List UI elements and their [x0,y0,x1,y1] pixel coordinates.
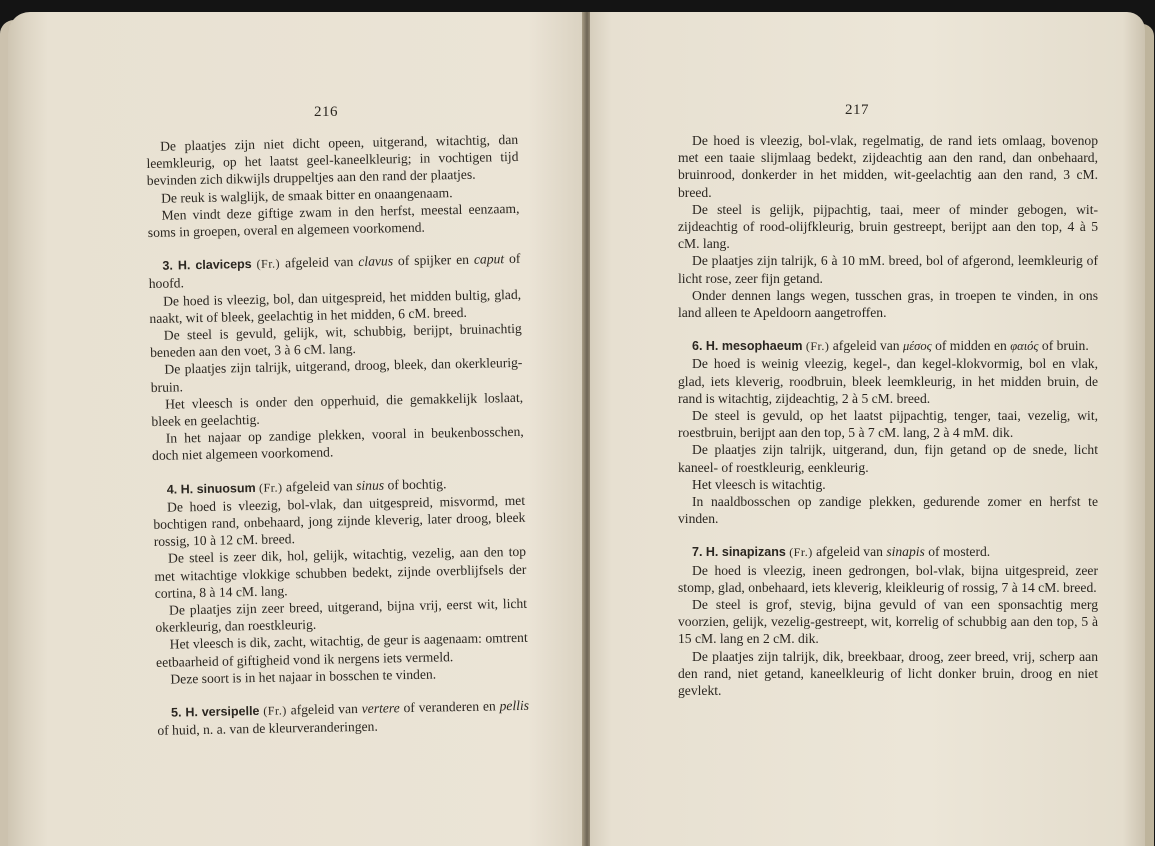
paragraph: Het vleesch is dik, zacht, witachtig, de geur is aagenaam: omtrent eetbaarheid of giftigheid vond ik nergens iets vermeld. [155,630,528,670]
etymology-word: vertere [361,700,400,717]
species-author: (Fr.) [258,480,283,495]
etymology-text: of huid, n. a. van de kleurveranderingen. [157,718,378,739]
paragraph: De hoed is vleezig, ineen gedrongen, bol-vlak, bijna uitgespreid, zeer stomp, glad, onbehaard, iets kleverig, kleikleurig of rossig, 7 à 14 cM. breed. [678,562,1098,595]
species-name: 4. H. sinuosum [166,480,256,497]
paragraph: Het vleesch is onder den opperhuid, die gemakkelijk loslaat, bleek en geelachtig. [151,389,524,429]
species-name: 3. H. claviceps [162,257,252,273]
paragraph: De hoed is weinig vleezig, kegel-, dan kegel-klokvormig, bol en vlak, glad, iets kleverig, roodbruin, bleek leemkleurig, in het midden bruin, de rand is witachtig, zijdeachtig, 2 à 5 cM. breed. [678,356,1098,406]
paragraph: Het vleesch is witachtig. [692,476,826,492]
etymology-text: afgeleid van [285,477,353,495]
paragraph: De steel is zeer dik, hol, gelijk, witachtig, vezelig, aan den top met witachtige vlokkige schubben bedekt, zijnde overblijfsels der cortina, 8 à 14 cM. lang. [154,544,527,601]
etymology-word: μέσος [902,339,932,354]
page-number: 217 [845,102,869,118]
etymology-text: of mosterd. [928,544,991,560]
species-author: (Fr.) [256,256,281,272]
etymology-text: of bochtig. [387,475,447,493]
etymology-text: of hoofd. [148,251,521,292]
paragraph: De hoed is vleezig, bol, dan uitgespreid, het midden bultig, glad, naakt, wit of bleek, geelachtig in het midden, 6 cM. breed. [149,286,522,326]
paragraph: De steel is gelijk, pijpachtig, taai, meer of minder gebogen, wit-zijdeachtig of rood-olijfkleurig, bruin gestreept, berijpt aan den top, 4 à 5 cM. lang. [678,201,1098,252]
paragraph: De steel is gevuld, gelijk, wit, schubbig, berijpt, bruinachtig beneden aan den voet, 3 à 6 cM. lang. [149,320,522,361]
etymology-text: afgeleid van [290,701,358,718]
etymology-text: of midden en [935,338,1007,354]
etymology-text: afgeleid van [284,254,354,271]
species-name: 6. H. mesophaeum [692,339,803,354]
paragraph: Onder dennen langs wegen, tusschen gras, in troepen te vinden, in ons land alleen te Apeldoorn aangetroffen. [678,287,1098,321]
paragraph: De plaatjes zijn talrijk, dik, breekbaar, droog, zeer breed, vrij, scherp aan den rand, niet getand, kaneelkleurig of licht donker bruin, droog en niet gevlekt. [678,648,1098,699]
paragraph: De plaatjes zijn niet dicht opeen, uitgerand, witachtig, dan leemkleurig, op het laatst geel-kaneelkleurig; in vochtigen tijd bevinden zich dikwijls druppeltjes aan den rand der plaatjes. [146,131,519,189]
species-name: 7. H. sinapizans [692,545,786,560]
left-page [8,12,586,846]
etymology-text: of spijker en [397,252,470,269]
paragraph: De hoed is vleezig, bol-vlak, regelmatig, de rand iets omlaag, bovenop met een taaie slijmlaag bedekt, zijdeachtig aan den rand, dan onbehaard, bruinrood, donkerder in het midden, wit-geelachtig aan den rand, 3 cM. breed. [678,133,1098,200]
paragraph: In het najaar op zandige plekken, vooral in beukenbosschen, doch niet algemeen voorkomend. [151,424,524,464]
etymology-text: afgeleid van [816,544,883,560]
etymology-word: φαιός [1010,339,1039,354]
paragraph: Men vindt deze giftige zwam in den herfst, meestal eenzaam, soms in groepen, overal en algemeen voorkomend. [147,200,520,240]
species-heading-line [157,697,530,740]
etymology-text: of bruin. [1041,338,1089,354]
paragraph: De reuk is walglijk, de smaak bitter en onaangenaam. [161,184,453,206]
right-page [590,12,1145,846]
species-author: (Fr.) [789,545,813,560]
species-author: (Fr.) [805,339,830,354]
etymology-text: of veranderen en [403,698,496,716]
etymology-word: caput [473,251,505,267]
page-number: 216 [314,104,338,120]
paragraph: De hoed is vleezig, bol-vlak, dan uitgespreid, misvormd, met bochtigen rand, onbehaard, jong zijnde kleverig, later droog, bleek rossig, 10 à 12 cM. breed. [153,492,526,550]
paragraph: De steel is gevuld, op het laatst pijpachtig, tenger, taai, vezelig, wit, roestbruin, berijpt aan den top, 5 à 7 cM. lang, 2 à 4 mM. dik. [678,408,1098,441]
etymology-word: sinapis [886,544,925,560]
species-heading-line [678,543,1098,561]
page-text [678,132,1098,699]
paragraph: De plaatjes zijn zeer breed, uitgerand, bijna vrij, eerst wit, licht okerkleurig, dan roestkleurig. [155,595,528,636]
etymology-word: clavus [358,253,394,270]
paragraph: De plaatjes zijn talrijk, uitgerand, dun, fijn getand op de snede, licht kaneel- of roestkleurig, eenkleurig. [678,442,1098,475]
paragraph: Deze soort is in het najaar in bosschen te vinden. [170,666,437,687]
paragraph: In naaldbosschen op zandige plekken, gedurende zomer en herfst te vinden. [678,494,1098,527]
etymology-word: sinus [355,477,385,493]
species-author: (Fr.) [263,703,287,718]
species-name: 5. H. versipelle [170,704,260,720]
etymology-text: afgeleid van [832,338,900,354]
page-text [146,131,529,740]
etymology-word: pellis [499,697,530,714]
paragraph: De steel is grof, stevig, bijna gevuld of van een sponsachtig merg voorzien, gelijk, vezelig-gestreept, wit, korrelig of schubbig aan den top, 5 à 15 cM. lang en 2 cM. dik. [678,597,1098,647]
paragraph: De plaatjes zijn talrijk, 6 à 10 mM. breed, bol of afgerond, leemkleurig of licht rose, zeer fijn getand. [678,253,1098,286]
paragraph: De plaatjes zijn talrijk, uitgerand, droog, bleek, dan okerkleurig-bruin. [150,355,523,395]
species-heading-line [678,337,1098,355]
